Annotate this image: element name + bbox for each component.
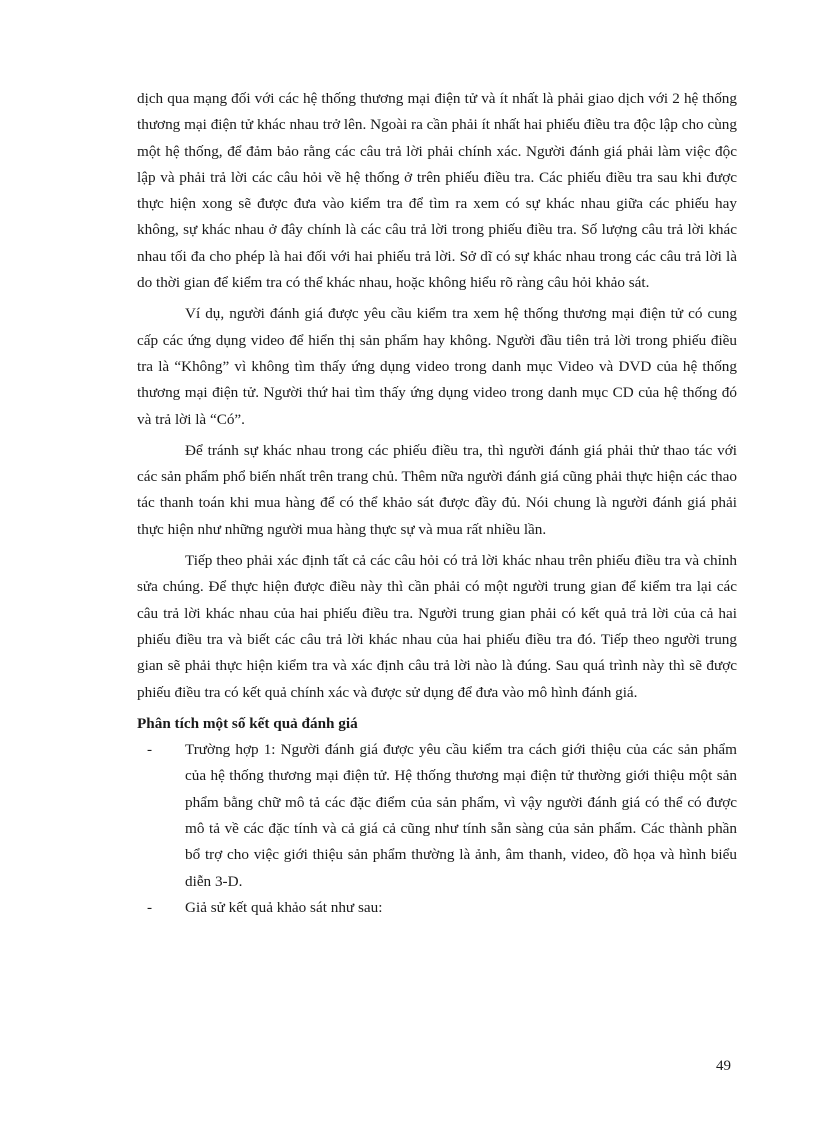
- bullet-list: [137, 737, 737, 921]
- document-page: [137, 86, 737, 921]
- body-paragraph-next-step: Tiếp theo phải xác định tất cả các câu hỏi có trả lời khác nhau trên phiếu điều tra và chỉnh sửa chúng. Để thực hiện được điều này thì cần phải có một người trung gian để kiểm tra lại các câu trả lời khác nhau của hai phiếu điều tra. Người trung gian phải có kết quả trả lời của cả hai phiếu điều tra và biết các câu trả lời khác nhau của hai phiếu điều tra đó. Tiếp theo người trung gian sẽ phải thực hiện kiểm tra và xác định câu trả lời nào là đúng. Sau quá trình này thì sẽ được phiếu điều tra có kết quả chính xác và được sử dụng để đưa vào mô hình đánh giá.: [137, 552, 737, 701]
- bullet-dash: -: [147, 741, 153, 759]
- page-number: 49: [716, 1058, 731, 1074]
- body-paragraph-example: Ví dụ, người đánh giá được yêu cầu kiểm tra xem hệ thống thương mại điện tử có cung cấp các ứng dụng video để hiển thị sản phẩm hay không. Người đầu tiên trả lời trong phiếu điều tra là “Không” vì không tìm thấy ứng dụng video trong danh mục Video và DVD của hệ thống thương mại điện tử. Người thứ hai tìm thấy ứng dụng video trong danh mục CD của hệ thống đó và trả lời là “Có”.: [137, 305, 737, 428]
- list-item-text: Giả sử kết quả khảo sát như sau:: [185, 898, 383, 916]
- list-item: [137, 895, 737, 921]
- body-paragraph-1: dịch qua mạng đối với các hệ thống thương mại điện tử và ít nhất là phải giao dịch với 2 hệ thống thương mại điện tử khác nhau trở lên. Ngoài ra cần phải ít nhất hai phiếu điều tra độc lập cho cùng một hệ thống, để đảm bảo rằng các câu trả lời phải chính xác. Người đánh giá phải làm việc độc lập và phải trả lời các câu hỏi về hệ thống ở trên phiếu điều tra. Các phiếu điều tra sau khi được thực hiện xong sẽ được đưa vào kiểm tra để tìm ra xem có sự khác nhau giữa các phiếu hay không, sự khác nhau ở đây chính là các câu trả lời trong phiếu điều tra. Số lượng câu trả lời khác nhau tối đa cho phép là hai đối với hai phiếu trả lời. Sở dĩ có sự khác nhau trong các câu trả lời là do thời gian để kiểm tra có thể khác nhau, hoặc không hiểu rõ ràng câu hỏi khảo sát.: [137, 90, 737, 292]
- list-item-text: Trường hợp 1: Người đánh giá được yêu cầu kiểm tra cách giới thiệu của các sản phẩm của hệ thống thương mại điện tử. Hệ thống thương mại điện tử thường giới thiệu một sản phẩm bằng chữ mô tả các đặc điểm của sản phẩm, vì vậy người đánh giá có thể có được mô tả về các đặc tính và cả giá cả cũng như tính sẵn sàng của sản phẩm. Các thành phần bổ trợ cho việc giới thiệu sản phẩm thường là ảnh, âm thanh, video, đồ họa và hình biểu diễn 3-D.: [185, 741, 737, 890]
- section-heading: Phân tích một số kết quả đánh giá: [137, 714, 358, 732]
- bullet-dash: -: [147, 898, 153, 916]
- body-paragraph-avoid-differences: Để tránh sự khác nhau trong các phiếu điều tra, thì người đánh giá phải thử thao tác với các sản phẩm phổ biến nhất trên trang chủ. Thêm nữa người đánh giá cũng phải thực hiện các thao tác thanh toán khi mua hàng để có thể khảo sát được đầy đủ. Nói chung là người đánh giá phải thực hiện như những người mua hàng thực sự và mua rất nhiều lần.: [137, 441, 737, 538]
- list-item: [137, 737, 737, 895]
